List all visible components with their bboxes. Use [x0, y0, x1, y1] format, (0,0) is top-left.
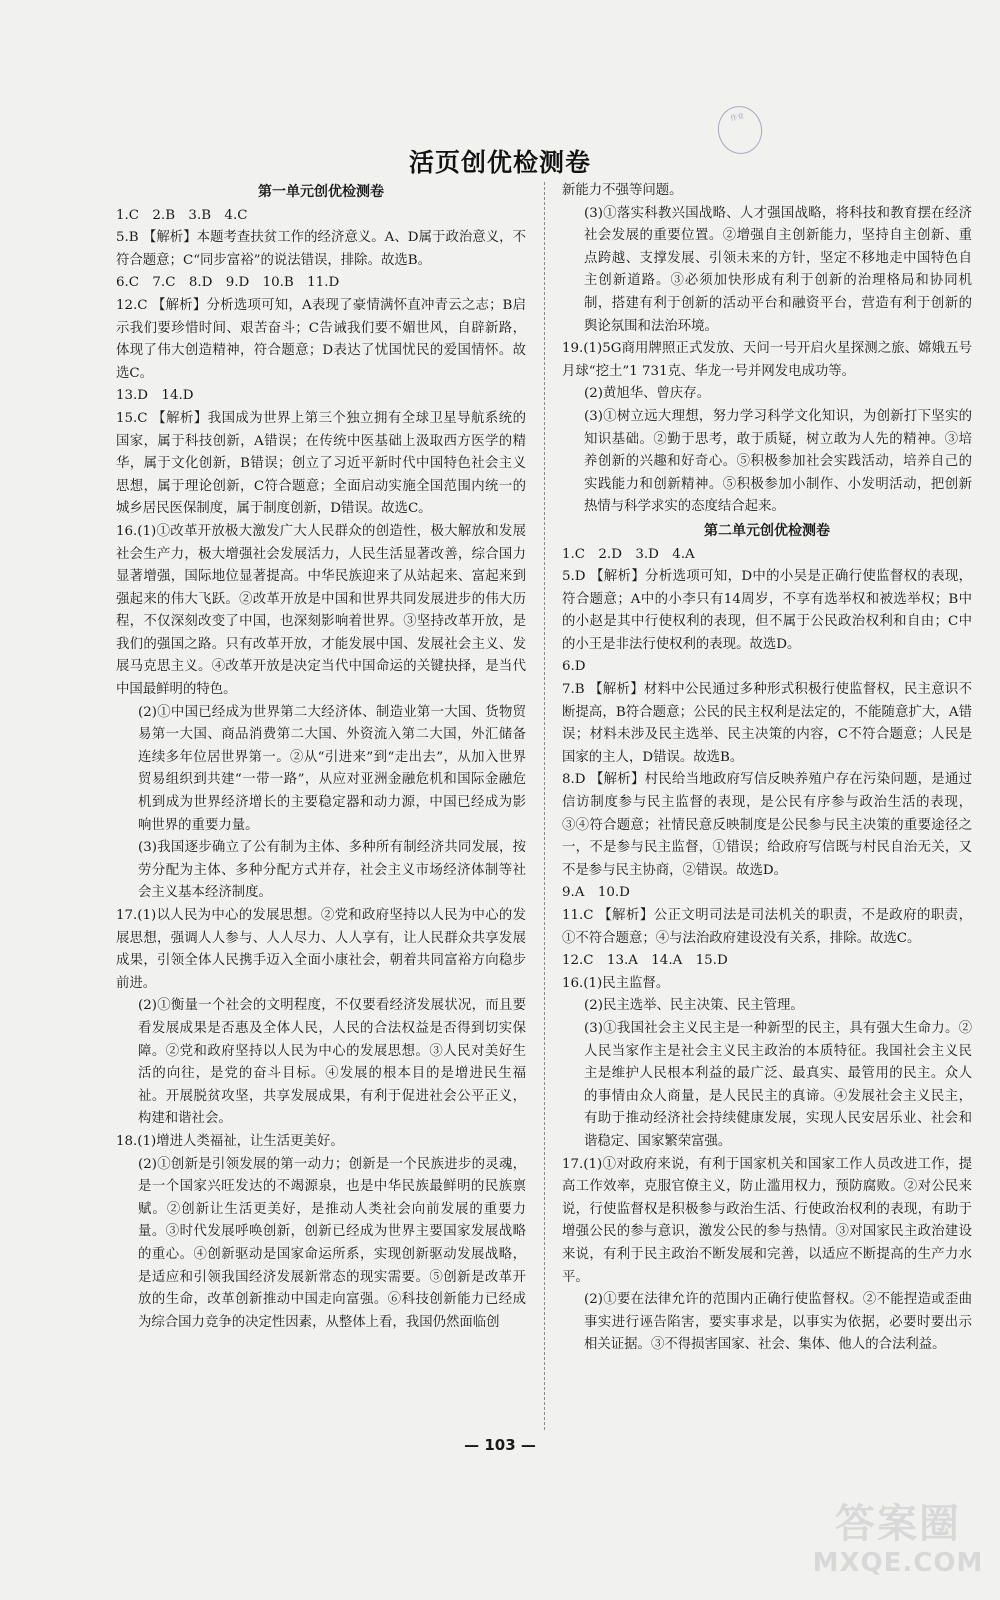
right-column — [562, 180, 972, 1357]
answer-item: 17.(1)以人民为中心的发展思想。②党和政府坚持以人民为中心的发展思想，强调人人参与、人人尽力、人人享有，让人民群众共享发展成果，引领全体人民携手迈入全面小康社会，朝着共同富裕方向稳步前进。 — [116, 908, 526, 991]
unit2-title: 第二单元创优检测卷 — [704, 522, 830, 539]
answer-item: 19.(1)5G商用牌照正式发放、天问一号开启火星探测之旅、嫦娥五号月球“挖土”1 731克、华龙一号并网发电成功等。 — [562, 341, 972, 379]
answer-subitem: (3)①落实科教兴国战略、人才强国战略，将科技和教育摆在经济社会发展的重要位置。②增强自主创新能力，坚持自主创新、重点跨越、支撑发展、引领未来的方针，坚定不移地走中国特色自主创新道路。③必须加快形成有利于创新的治理格局和协同机制，搭建有利于创新的活动平台和融资平台，营造有利于创新的舆论氛围和法治环境。 — [584, 205, 972, 334]
column-divider — [544, 182, 545, 1430]
homework-stamp: 作业 — [713, 102, 766, 158]
watermark-cn: 答案圈 — [835, 1501, 961, 1547]
answer-subitem: (3)①树立远大理想，努力学习科学文化知识，为创新打下坚实的知识基础。②勤于思考，敢于质疑，树立敢为人先的精神。③培养创新的兴趣和好奇心。⑤积极参加社会实践活动，培养自己的实践能力和创新精神。⑤积极参加小制作、小发明活动，把创新热情与科学求实的态度结合起来。 — [584, 408, 972, 515]
answer-item: 8.D 【解析】村民给当地政府写信反映养殖户存在污染问题，是通过信访制度参与民主监督的表现，是公民有序参与政治生活的表现，③④符合题意；社情民意反映制度是公民参与民主决策的重要途径之一，不是参与民主监督，①错误；给政府写信既与村民自治无关，又不是参与民主协商，②错误。故选D。 — [562, 772, 972, 878]
page-title: 活页创优检测卷 — [408, 148, 591, 177]
answer-item: 6.C 7.C 8.D 9.D 10.B 11.D — [116, 275, 340, 291]
answer-item: 7.B 【解析】材料中公民通过多种形式积极行使监督权，民主意识不断提高，B符合题意；公民的民主权利是法定的，不能随意扩大，A错误；材料未涉及民主选举、民主决策的内容，C不符合题意；人民是国家的主人，D错误。故选B。 — [562, 682, 972, 765]
page-number: — 103 — — [464, 1436, 536, 1454]
answer-item: 18.(1)增进人类福祉，让生活更美好。 — [116, 1133, 344, 1149]
left-column — [116, 180, 526, 1334]
answer-item: 1.C 2.B 3.B 4.C — [116, 207, 248, 223]
answer-subitem: (2)民主选举、民主决策、民主管理。 — [584, 998, 804, 1014]
answer-subitem: (3)我国逐步确立了公有制为主体、多种所有制经济共同发展，按劳分配为主体、多种分配方式并存，社会主义市场经济体制等社会主义基本经济制度。 — [138, 840, 526, 901]
answer-item: 11.C 【解析】公正文明司法是司法机关的职责，不是政府的职责，①不符合题意；④与法治政府建设没有关系，排除。故选C。 — [562, 908, 972, 946]
answer-item: 17.(1)①对政府来说，有利于国家机关和国家工作人员改进工作，提高工作效率，克服官僚主义，防止滥用权力，预防腐败。②对公民来说，行使监督权是积极参与政治生活、行使政治权利的表现，有助于增强公民的参与意识，激发公民的参与热情。③对国家民主政治建设来说，有利于民主政治不断发展和完善，以适应不断提高的生产力水平。 — [562, 1156, 972, 1285]
answer-item: 12.C 13.A 14.A 15.D — [562, 953, 728, 969]
answer-item: 5.D 【解析】分析选项可知，D中的小吴是正确行使监督权的表现，符合题意；A中的小李只有14周岁，不享有选举权和被选举权；B中的小赵是其中行使权利的表现，但不属于公民政治权利和自由；C中的小王是非法行使权利的表现。故选D。 — [562, 569, 972, 652]
answer-item: 新能力不强等问题。 — [562, 183, 683, 198]
answer-subitem: (2)①中国已经成为世界第二大经济体、制造业第一大国、货物贸易第一大国、商品消费第二大国、外资流入第二大国，外汇储备连续多年位居世界第一。②从“引进来”到“走出去”，从加入世界贸易组织到共建“一带一路”，从应对亚洲金融危机和国际金融危机到成为世界经济增长的主要稳定器和动力源，中国已经成为影响世界的重要力量。 — [138, 704, 526, 833]
answer-item: 16.(1)①改革开放极大激发广大人民群众的创造性，极大解放和发展社会生产力，极大增强社会发展活力，人民生活显著改善，综合国力显著增强，国际地位显著提高。中华民族迎来了从站起来、富起来到强起来的伟大飞跃。②改革开放是中国和世界共同发展进步的伟大历程，不仅深刻改变了中国，也深刻影响着世界。③坚持改革开放，是我们的强国之路。只有改革开放，才能发展中国、发展社会主义、发展马克思主义。④改革开放是决定当代中国命运的关键抉择，是当代中国最鲜明的特色。 — [116, 523, 526, 698]
answer-subitem: (2)①要在法律允许的范围内正确行使监督权。②不能捏造或歪曲事实进行诬告陷害，要实事求是，以事实为依据，必要时要出示相关证据。③不得损害国家、社会、集体、他人的合法利益。 — [584, 1292, 972, 1353]
answer-item: 5.B 【解析】本题考查扶贫工作的经济意义。A、D属于政治意义，不符合题意；C“同步富裕”的说法错误，排除。故选B。 — [116, 230, 526, 268]
watermark-en: MXQE.COM — [812, 1548, 984, 1578]
answer-item: 9.A 10.D — [562, 885, 630, 901]
site-watermark-logo — [808, 1500, 988, 1590]
answer-item: 13.D 14.D — [116, 388, 194, 404]
answer-subitem: (2)①创新是引领发展的第一动力；创新是一个民族进步的灵魂，是一个国家兴旺发达的不竭源泉，也是中华民族最鲜明的民族禀赋。②创新让生活更美好，是推动人类社会向前发展的重要力量。③时代发展呼唤创新，创新已经成为世界主要国家发展战略的重心。④创新驱动是国家命运所系，实现创新驱动发展战略，是适应和引领我国经济发展新常态的现实需要。⑤创新是改革开放的生命，改革创新推动中国走向富强。⑥科技创新能力已经成为综合国力竞争的决定性因素，从整体上看，我国仍然面临创 — [138, 1156, 526, 1330]
answer-item: 15.C 【解析】我国成为世界上第三个独立拥有全球卫星导航系统的国家，属于科技创新，A错误；在传统中医基础上汲取西方医学的精华，属于文化创新，B错误；创立了习近平新时代中国特色社会主义思想，属于理论创新，C符合题意；全面启动实施全国范围内统一的城乡居民医保制度，属于制度创新，D错误。故选C。 — [116, 410, 526, 517]
answer-item: 1.C 2.D 3.D 4.A — [562, 546, 695, 562]
answer-item: 12.C 【解析】分析选项可知，A表现了豪情满怀直冲青云之志；B启示我们要珍惜时间、艰苦奋斗；C告诫我们要不媚世风，自辟新路，体现了伟大创造精神，符合题意；D表达了忧国忧民的爱国情怀。故选C。 — [116, 297, 526, 381]
answer-subitem: (3)①我国社会主义民主是一种新型的民主，具有强大生命力。②人民当家作主是社会主义民主政治的本质特征。我国社会主义民主是维护人民根本利益的最广泛、最真实、最管用的民主。众人的事情由众人商量，是人民民主的真谛。④发展社会主义民主，有助于推动经济社会持续健康发展，实现人民安居乐业、社会和谐稳定、国家繁荣富强。 — [584, 1020, 972, 1149]
answer-item: 6.D — [562, 659, 586, 675]
answer-item: 16.(1)民主监督。 — [562, 975, 670, 991]
answer-subitem: (2)黄旭华、曾庆存。 — [584, 386, 711, 402]
unit1-title: 第一单元创优检测卷 — [258, 184, 384, 200]
answer-subitem: (2)①衡量一个社会的文明程度，不仅要看经济发展状况，而且要看发展成果是否惠及全体人民，人民的合法权益是否得到切实保障。②党和政府坚持以人民为中心的发展思想。③人民对美好生活的向往，是党的奋斗目标。④发展的根本目的是增进民生福祉。开展脱贫攻坚，共享发展成果，有利于促进社会公平正义，构建和谐社会。 — [138, 998, 526, 1127]
